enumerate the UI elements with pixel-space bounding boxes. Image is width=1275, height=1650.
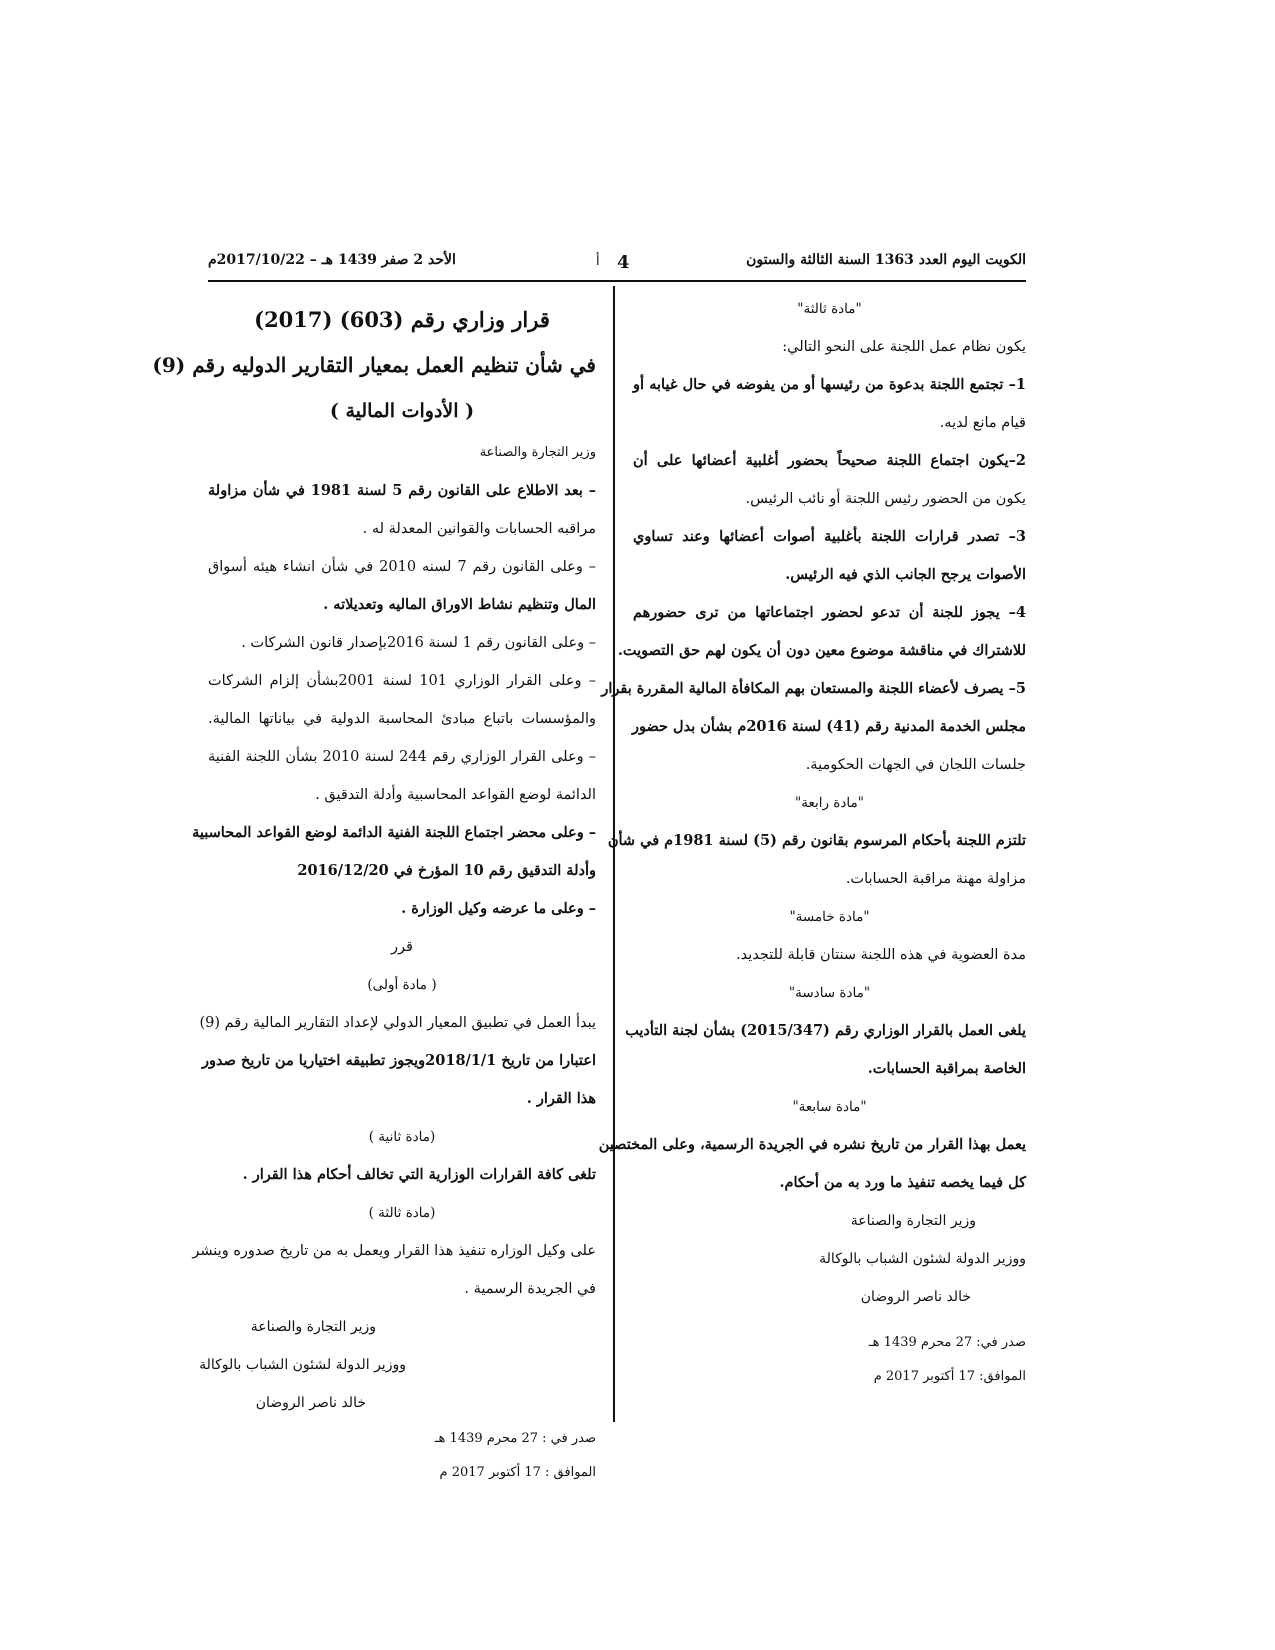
paragraph-line: مراقبه الحسابات والقوانين المعدلة له .	[362, 521, 596, 537]
paragraph-line: – بعد الاطلاع على القانون رقم 5 لسنة 1981 في شأن مزاولة	[208, 482, 596, 499]
issue-date: صدر في: 27 محرم 1439 هـ	[868, 1335, 1026, 1350]
header-date: الأحد 2 صفر 1439 هـ – 2017/10/22م	[208, 252, 456, 268]
paragraph-line: المال وتنظيم نشاط الاوراق الماليه وتعديلاته .	[323, 596, 596, 613]
paragraph-line: والمؤسسات باتباع مبادئ المحاسبة الدولية في بياناتها المالية.	[208, 711, 596, 727]
paragraph-line: مجلس الخدمة المدنية رقم (41) لسنة 2016م بشأن بدل حضور	[631, 718, 1026, 735]
signature-title: ووزير الدولة لشئون الشباب بالوكالة	[199, 1357, 406, 1373]
paragraph-line: 5– يصرف لأعضاء اللجنة والمستعان بهم المكافأة المالية المقررة بقرار	[601, 680, 1026, 697]
left-column	[152, 298, 596, 1490]
corresponding-date: الموافق : 17 أكتوبر 2017 م	[439, 1465, 596, 1480]
decree-subject: في شأن تنظيم العمل بمعيار التقارير الدوليه رقم (9)	[152, 353, 596, 377]
article-heading: (مادة ثانية )	[368, 1129, 436, 1145]
article-heading: "مادة رابعة"	[795, 795, 864, 811]
paragraph-line: 3– تصدر قرارات اللجنة بأغلبية أصوات أعضائها وعند تساوي	[633, 528, 1026, 545]
paragraph-line: – وعلى القانون رقم 1 لسنة 2016بإصدار قانون الشركات .	[241, 635, 596, 651]
paragraph-line: الأصوات يرجح الجانب الذي فيه الرئيس.	[785, 566, 1026, 583]
paragraph-line: مدة العضوية في هذه اللجنة سنتان قابلة للتجديد.	[736, 947, 1026, 963]
decided-label: قرر	[391, 939, 413, 955]
paragraph-line: الدائمة لوضع القواعد المحاسبية وأدلة التدقيق .	[315, 787, 596, 803]
decree-subtitle: ( الأدوات المالية )	[329, 400, 475, 422]
signature-title: وزير التجارة والصناعة	[850, 1213, 976, 1229]
signature-name: خالد ناصر الروضان	[860, 1289, 971, 1305]
paragraph-line: يكون نظام عمل اللجنة على النحو التالي:	[782, 339, 1026, 355]
corresponding-date: الموافق: 17 أكتوبر 2017 م	[873, 1369, 1026, 1384]
header-page-number: 4	[617, 252, 630, 273]
paragraph-line: – وعلى ما عرضه وكيل الوزارة .	[401, 900, 596, 917]
paragraph-line: هذا القرار .	[526, 1090, 596, 1107]
paragraph-line: قيام مانع لديه.	[939, 415, 1026, 431]
paragraph-line: – وعلى القرار الوزاري رقم 244 لسنة 2010 بشأن اللجنة الفنية	[208, 749, 596, 765]
paragraph-line: 1– تجتمع اللجنة بدعوة من رئيسها أو من يفوضه في حال غيابه أو	[633, 376, 1026, 393]
article-heading: "مادة خامسة"	[789, 909, 870, 925]
paragraph-line: 2–يكون اجتماع اللجنة صحيحاً بحضور أغلبية أعضائها على أن	[633, 452, 1026, 469]
paragraph-line: – وعلى القرار الوزاري 101 لسنة 2001بشأن إلزام الشركات	[208, 673, 596, 689]
header-divider	[208, 280, 1026, 282]
paragraph-line: 4– يجوز للجنة أن تدعو لحضور اجتماعاتها من ترى حضورهم	[633, 604, 1026, 621]
paragraph-line: جلسات اللجان في الجهات الحكومية.	[805, 757, 1026, 773]
paragraph-line: للاشتراك في مناقشة موضوع معين دون أن يكون لهم حق التصويت.	[617, 642, 1026, 659]
article-heading: "مادة سادسة"	[788, 985, 871, 1001]
header-issue-info: الكويت اليوم العدد 1363 السنة الثالثة والستون	[746, 252, 1026, 268]
paragraph-line: – وعلى القانون رقم 7 لسنه 2010 في شأن انشاء هيئه أسواق	[208, 559, 596, 575]
paragraph-line: وأدلة التدقيق رقم 10 المؤرخ في 2016/12/20	[297, 862, 596, 879]
paragraph-line: في الجريدة الرسمية .	[464, 1281, 596, 1297]
signature-name: خالد ناصر الروضان	[255, 1395, 366, 1411]
article-heading: "مادة سابعة"	[792, 1099, 867, 1115]
decree-title: قرار وزاري رقم (603) (2017)	[254, 307, 550, 332]
paragraph-line: يعمل بهذا القرار من تاريخ نشره في الجريدة الرسمية، وعلى المختصين	[598, 1136, 1026, 1153]
right-column	[598, 290, 1026, 1394]
paragraph-line: يكون من الحضور رئيس اللجنة أو نائب الرئيس.	[745, 491, 1026, 507]
header-section-letter: أ	[596, 254, 600, 269]
paragraph-line: تلغى كافة القرارات الوزارية التي تخالف أحكام هذا القرار .	[242, 1166, 596, 1183]
paragraph-line: على وكيل الوزاره تنفيذ هذا القرار ويعمل به من تاريخ صدوره وينشر	[192, 1243, 596, 1259]
paragraph-line: يبدأ العمل في تطبيق المعيار الدولي لإعداد التقارير المالية رقم (9)	[199, 1015, 596, 1031]
issue-date: صدر في : 27 محرم 1439 هـ	[434, 1431, 596, 1446]
paragraph-line: الخاصة بمراقبة الحسابات.	[867, 1060, 1026, 1077]
signature-title: ووزير الدولة لشئون الشباب بالوكالة	[819, 1251, 1026, 1267]
paragraph-line: – وعلى محضر اجتماع اللجنة الفنية الدائمة لوضع القواعد المحاسبية	[192, 824, 596, 841]
paragraph-line: اعتبارا من تاريخ 2018/1/1ويجوز تطبيقه اختياريا من تاريخ صدور	[202, 1052, 596, 1069]
page-header	[208, 252, 1026, 278]
paragraph-line: يلغى العمل بالقرار الوزاري رقم (2015/347) بشأن لجنة التأديب	[625, 1022, 1026, 1039]
article-heading: ( مادة أولى)	[367, 977, 437, 993]
article-heading: (مادة ثالثة )	[368, 1205, 436, 1221]
minister-line: وزير التجارة والصناعة	[479, 445, 596, 460]
article-heading: "مادة ثالثة"	[797, 301, 862, 317]
paragraph-line: تلتزم اللجنة بأحكام المرسوم بقانون رقم (5) لسنة 1981م في شأن	[607, 832, 1026, 849]
paragraph-line: كل فيما يخصه تنفيذ ما ورد به من أحكام.	[779, 1174, 1026, 1191]
signature-title: وزير التجارة والصناعة	[250, 1319, 376, 1335]
paragraph-line: مزاولة مهنة مراقبة الحسابات.	[845, 871, 1026, 887]
